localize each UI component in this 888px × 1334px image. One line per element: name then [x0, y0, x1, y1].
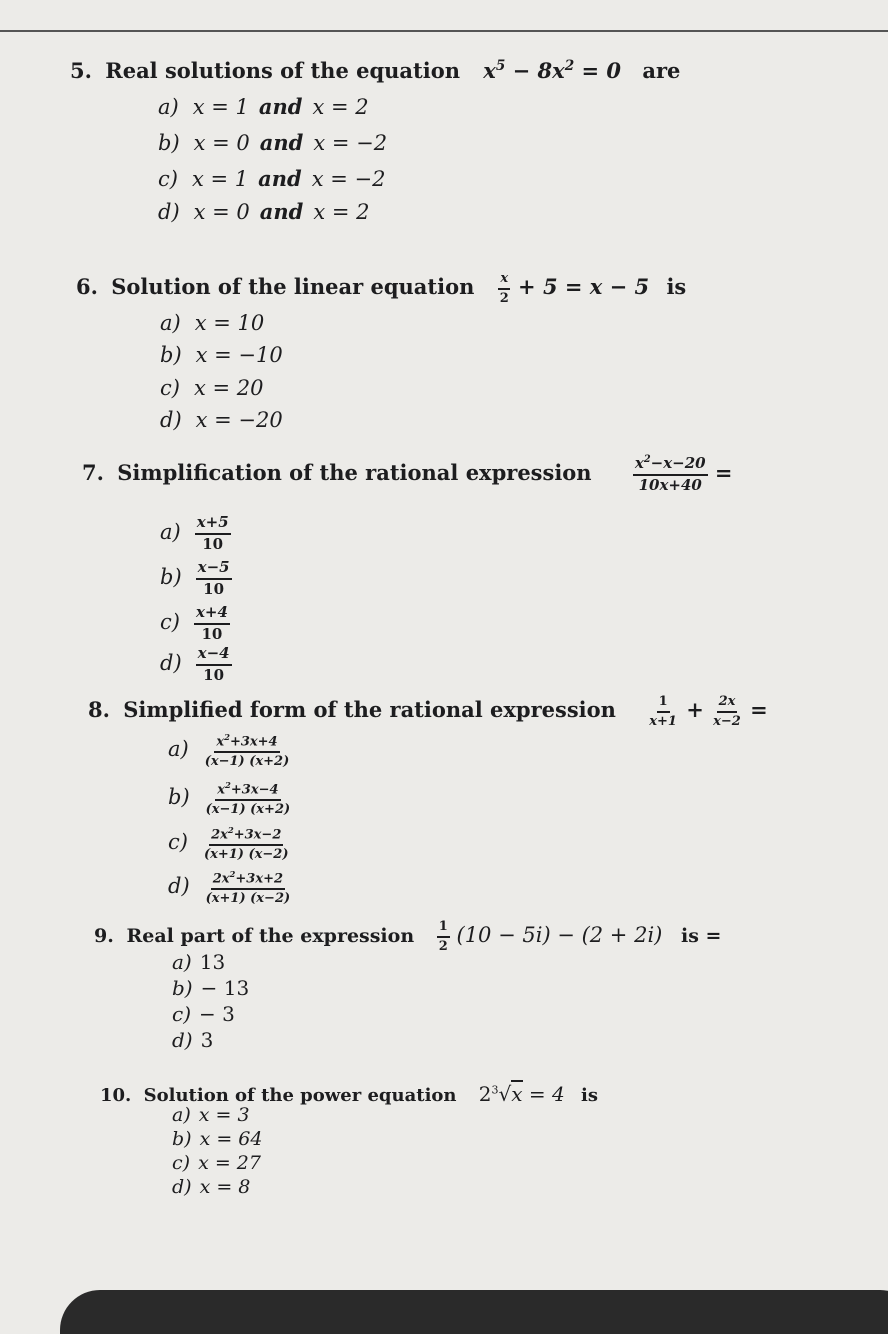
question-number: 5. — [70, 58, 92, 83]
option-6b[interactable]: b) x = −10 — [160, 343, 283, 367]
option-6a[interactable]: a) x = 10 — [160, 311, 265, 335]
option-7d[interactable]: d) $\frac{x-4}{10}$ — [160, 644, 230, 684]
bottom-shadow — [60, 1290, 888, 1334]
question-stem: Simplified form of the rational expression — [123, 697, 616, 723]
option-7b[interactable]: b) $\frac{x-5}{10}$ — [160, 558, 230, 598]
question-tail: is = — [680, 925, 722, 948]
option-6d[interactable]: d) x = −20 — [160, 408, 283, 432]
question-number: 10. — [100, 1085, 132, 1106]
option-6c[interactable]: c) x = 20 — [160, 376, 264, 400]
question-8 — [88, 695, 768, 728]
question-tail: is — [666, 274, 687, 300]
option-5d[interactable]: d) x = 0 and x = 2 — [158, 199, 370, 224]
option-9b[interactable]: b) − 13 — [172, 976, 250, 1000]
option-9d[interactable]: d) 3 — [172, 1028, 214, 1052]
question-number: 7. — [82, 459, 104, 485]
question-6 — [76, 272, 686, 305]
question-stem: Real solutions of the equation — [105, 58, 460, 83]
expression: $\frac{1}{x+1}$ + $\frac{2x}{x-2}$ = — [649, 694, 768, 729]
option-10a[interactable]: a) x = 3 — [172, 1104, 250, 1126]
expression: $\frac{x^2-x-20}{10x+40}$ = — [634, 454, 733, 494]
option-8c[interactable]: c) $\frac{2x^2+3x-2}{(x+1) (x-2)}$ — [168, 825, 289, 862]
question-9 — [94, 920, 721, 953]
equation: $\frac{x}{2}$ + 5 = x − 5 — [499, 271, 650, 306]
option-5b[interactable]: b) x = 0 and x = −2 — [158, 130, 388, 155]
option-8d[interactable]: d) $\frac{2x^2+3x+2}{(x+1) (x-2)}$ — [168, 869, 291, 906]
option-5c[interactable]: c) x = 1 and x = −2 — [158, 166, 386, 191]
option-8b[interactable]: b) $\frac{x^2+3x-4}{(x-1) (x+2)}$ — [168, 780, 291, 817]
question-stem: Solution of the power equation — [143, 1085, 457, 1106]
question-7 — [82, 455, 733, 494]
question-stem: Simplification of the rational expression — [117, 459, 592, 485]
question-stem: Solution of the linear equation — [111, 274, 475, 300]
question-number: 8. — [88, 697, 110, 723]
question-5 — [70, 58, 680, 83]
option-10b[interactable]: b) x = 64 — [172, 1128, 263, 1150]
top-rule — [0, 30, 888, 32]
question-number: 6. — [76, 274, 98, 300]
question-number: 9. — [94, 925, 114, 948]
option-7c[interactable]: c) $\frac{x+4}{10}$ — [160, 603, 228, 643]
question-tail: are — [642, 58, 681, 83]
option-7a[interactable]: a) $\frac{x+5}{10}$ — [160, 513, 229, 553]
option-5a[interactable]: a) x = 1 and x = 2 — [158, 94, 369, 119]
option-9c[interactable]: c) − 3 — [172, 1002, 235, 1026]
option-10d[interactable]: d) x = 8 — [172, 1176, 251, 1198]
equation: $x^5 - 8x^2 = 0$ — [483, 58, 622, 83]
question-tail: is — [581, 1085, 599, 1106]
equation: $2^3√x = 4$ — [478, 1082, 565, 1106]
option-10c[interactable]: c) x = 27 — [172, 1152, 261, 1174]
expression: $\frac{1}{2}$ (10 − 5i) − (2 + 2i) — [438, 919, 663, 954]
option-9a[interactable]: a) 13 — [172, 950, 226, 974]
question-10 — [100, 1082, 598, 1106]
option-8a[interactable]: a) $\frac{x^2+3x+4}{(x-1) (x+2)}$ — [168, 732, 290, 769]
question-stem: Real part of the expression — [126, 925, 415, 948]
